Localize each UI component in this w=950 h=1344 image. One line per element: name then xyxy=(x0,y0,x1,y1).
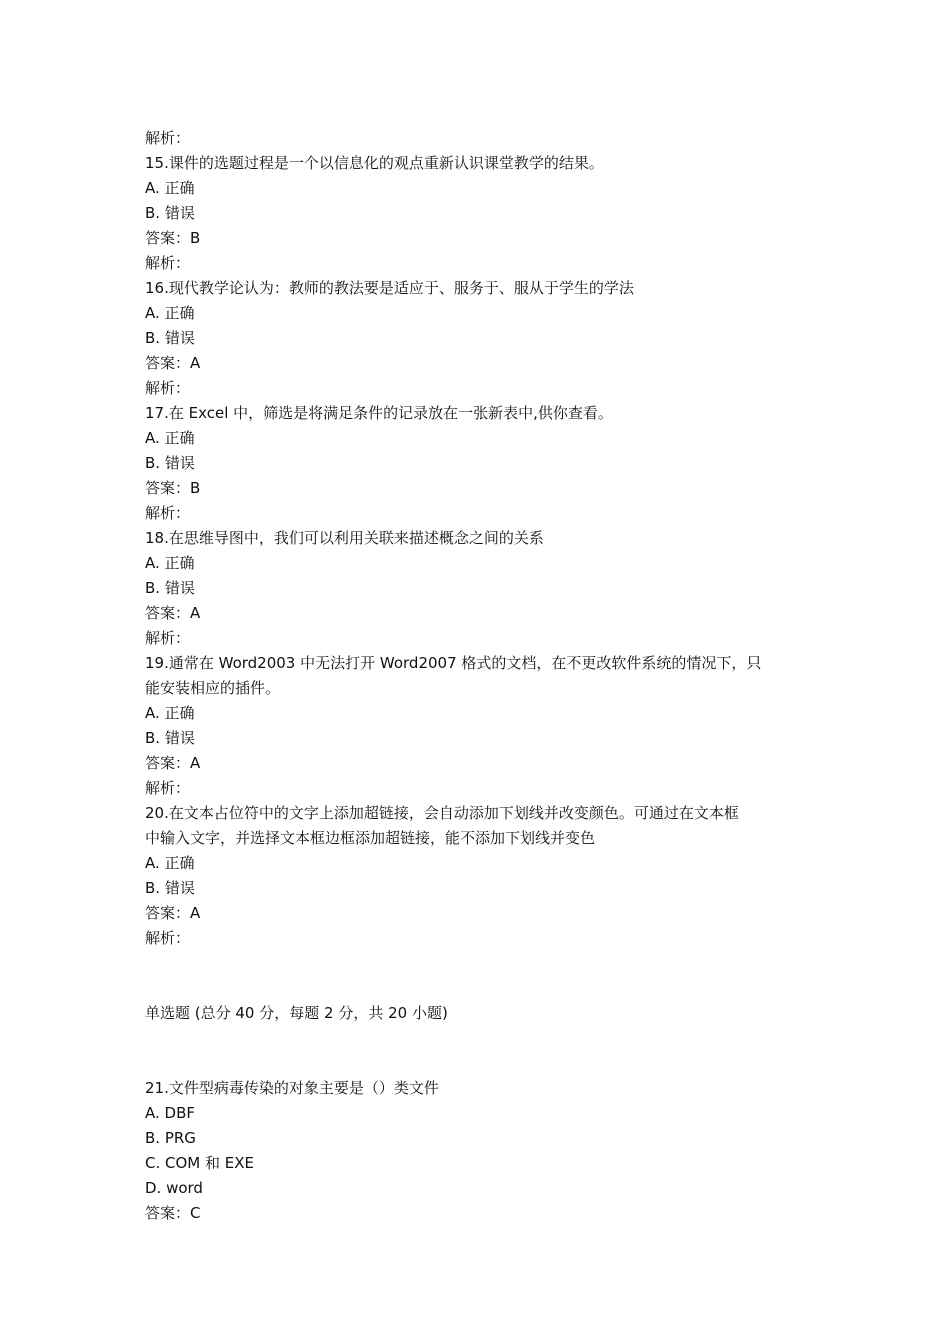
question-21 xyxy=(145,1076,810,1226)
question-17 xyxy=(145,401,810,526)
answer-text: 答案：B xyxy=(145,479,201,497)
question-stem: 17.在 Excel 中，筛选是将满足条件的记录放在一张新表中,供你查看。 xyxy=(145,404,613,422)
option-b: B. PRG xyxy=(145,1129,196,1147)
question-stem: 15.课件的选题过程是一个以信息化的观点重新认识课堂教学的结果。 xyxy=(145,154,604,172)
answer-text: 答案：A xyxy=(145,604,201,622)
explanation-label: 解析： xyxy=(145,779,191,797)
option-b: B. 错误 xyxy=(145,454,195,472)
option-a: A. DBF xyxy=(145,1104,196,1122)
option-a: A. 正确 xyxy=(145,429,195,447)
option-b: B. 错误 xyxy=(145,329,195,347)
section-heading: 单选题 (总分 40 分，每题 2 分，共 20 小题) xyxy=(145,1004,448,1022)
option-a: A. 正确 xyxy=(145,854,195,872)
explanation-label: 解析： xyxy=(145,379,191,397)
question-15 xyxy=(145,151,810,276)
explanation-label: 解析： xyxy=(145,629,191,647)
answer-text: 答案：A xyxy=(145,754,201,772)
option-b: B. 错误 xyxy=(145,204,195,222)
question-stem: 21.文件型病毒传染的对象主要是（）类文件 xyxy=(145,1079,439,1097)
question-stem-line-2: 中输入文字，并选择文本框边框添加超链接，能不添加下划线并变色 xyxy=(145,829,596,847)
question-stem-line-1: 19.通常在 Word2003 中无法打开 Word2007 格式的文档，在不更改软件系统的情况下，只 xyxy=(145,654,762,672)
option-a: A. 正确 xyxy=(145,179,195,197)
question-18 xyxy=(145,526,810,651)
option-a: A. 正确 xyxy=(145,554,195,572)
option-b: B. 错误 xyxy=(145,729,195,747)
option-b: B. 错误 xyxy=(145,879,195,897)
question-19 xyxy=(145,651,810,801)
explanation-label: 解析： xyxy=(145,254,191,272)
explanation-label: 解析： xyxy=(145,929,191,947)
question-16 xyxy=(145,276,810,401)
question-stem-line-1: 20.在文本占位符中的文字上添加超链接，会自动添加下划线并改变颜色。可通过在文本框 xyxy=(145,804,739,822)
explanation-label: 解析： xyxy=(145,504,191,522)
question-stem-line-2: 能安装相应的插件。 xyxy=(145,679,281,697)
option-b: B. 错误 xyxy=(145,579,195,597)
answer-text: 答案：C xyxy=(145,1204,201,1222)
option-a: A. 正确 xyxy=(145,704,195,722)
answer-text: 答案：B xyxy=(145,229,201,247)
answer-text: 答案：A xyxy=(145,904,201,922)
question-stem: 16.现代教学论认为：教师的教法要是适应于、服务于、服从于学生的学法 xyxy=(145,279,634,297)
section-spacer xyxy=(145,1026,810,1076)
option-c: C. COM 和 EXE xyxy=(145,1154,254,1172)
option-a: A. 正确 xyxy=(145,304,195,322)
option-d: D. word xyxy=(145,1179,203,1197)
question-stem: 18.在思维导图中，我们可以利用关联来描述概念之间的关系 xyxy=(145,529,544,547)
question-20 xyxy=(145,801,810,951)
document-content xyxy=(145,126,810,1226)
answer-text: 答案：A xyxy=(145,354,201,372)
section-spacer xyxy=(145,951,810,1001)
explanation-label: 解析： xyxy=(145,129,191,147)
